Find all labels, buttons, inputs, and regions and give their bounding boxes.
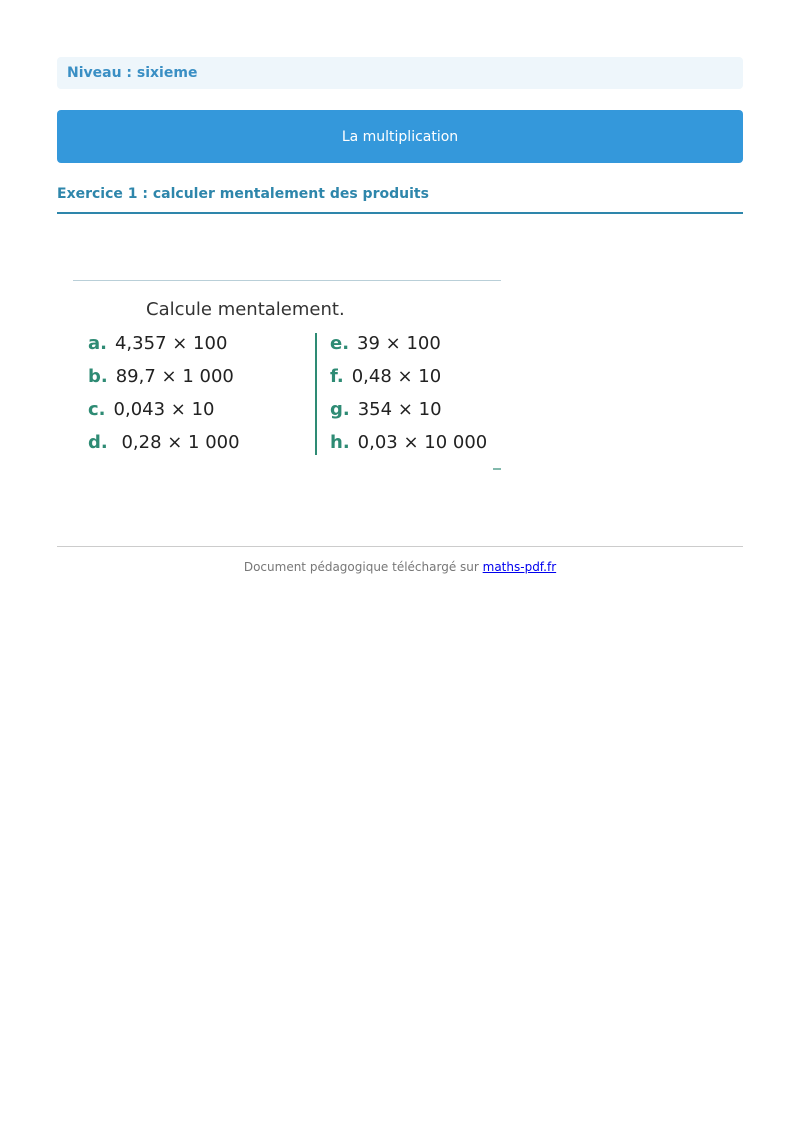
- item-expression: 0,28 × 1 000: [115, 432, 240, 453]
- item-expression: 0,48 × 10: [351, 366, 442, 387]
- exercise-item-b: [88, 366, 234, 387]
- item-letter: b.: [88, 366, 108, 387]
- footer-link[interactable]: maths-pdf.fr: [482, 560, 557, 574]
- exercise-item-f: [330, 366, 441, 387]
- item-letter: d.: [88, 432, 108, 453]
- exercise-instruction: Calcule mentalement.: [146, 299, 345, 320]
- item-expression: 39 × 100: [357, 333, 441, 354]
- footer-divider: [57, 546, 743, 547]
- item-expression: 354 × 10: [357, 399, 442, 420]
- item-expression: 4,357 × 100: [114, 333, 228, 354]
- item-letter: f.: [330, 366, 344, 387]
- level-banner: [57, 57, 743, 89]
- corner-mark: [493, 468, 501, 470]
- item-letter: e.: [330, 333, 350, 354]
- exercise-heading-bar: [57, 186, 743, 214]
- lesson-title: La multiplication: [341, 128, 459, 145]
- exercise-item-a: [88, 333, 227, 354]
- item-expression: 89,7 × 1 000: [115, 366, 234, 387]
- item-expression: 0,043 × 10: [113, 399, 215, 420]
- lesson-title-banner: [57, 110, 743, 163]
- footer-text: Document pédagogique téléchargé sur: [243, 560, 483, 574]
- column-divider: [315, 333, 317, 455]
- item-letter: c.: [88, 399, 106, 420]
- exercise-heading: Exercice 1 : calculer mentalement des produits: [57, 186, 429, 202]
- exercise-item-g: [330, 399, 442, 420]
- item-expression: 0,03 × 10 000: [357, 432, 488, 453]
- exercise-item-d: [88, 432, 240, 453]
- exercise-item-h: [330, 432, 487, 453]
- footer: [57, 560, 743, 574]
- exercise-item-e: [330, 333, 441, 354]
- exercise-box: [73, 280, 501, 470]
- item-letter: a.: [88, 333, 107, 354]
- item-letter: h.: [330, 432, 350, 453]
- item-letter: g.: [330, 399, 350, 420]
- level-label: Niveau : sixieme: [67, 65, 198, 81]
- exercise-item-c: [88, 399, 214, 420]
